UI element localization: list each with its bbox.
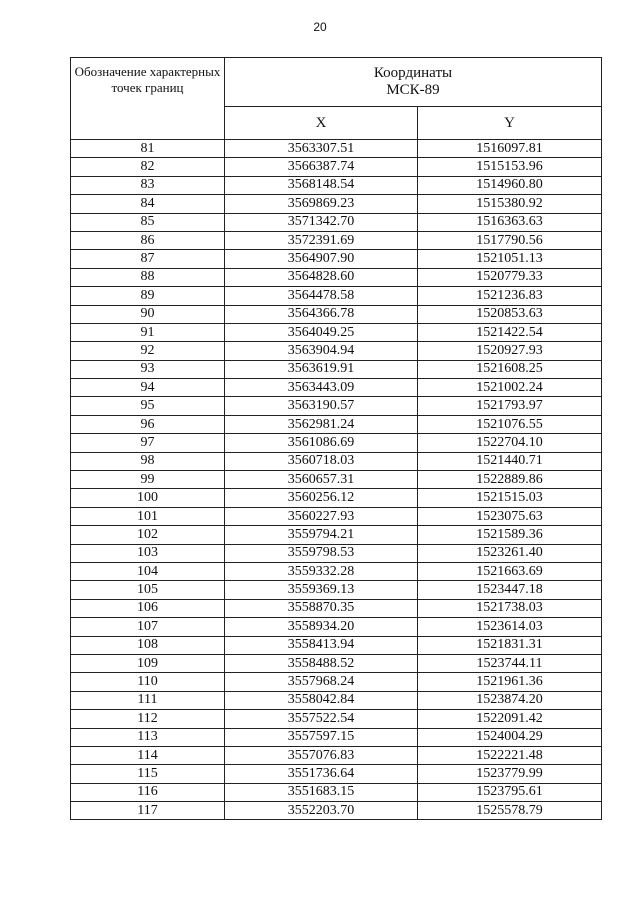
y-coordinate-cell: 1521051.13 bbox=[418, 250, 602, 268]
y-coordinate-cell: 1521831.31 bbox=[418, 636, 602, 654]
y-coordinate-cell: 1521608.25 bbox=[418, 360, 602, 378]
y-coordinate-cell: 1514960.80 bbox=[418, 176, 602, 194]
point-id-cell: 109 bbox=[71, 654, 225, 672]
y-coordinate-cell: 1523744.11 bbox=[418, 654, 602, 672]
table-row bbox=[71, 397, 602, 415]
table-row bbox=[71, 158, 602, 176]
y-coordinate-cell: 1522704.10 bbox=[418, 434, 602, 452]
y-coordinate-cell: 1521793.97 bbox=[418, 397, 602, 415]
x-coordinate-cell: 3560256.12 bbox=[225, 489, 418, 507]
table-row bbox=[71, 599, 602, 617]
point-label-header: Обозначение характерных точек границ bbox=[71, 58, 225, 140]
table-row bbox=[71, 140, 602, 158]
y-coordinate-cell: 1522889.86 bbox=[418, 471, 602, 489]
y-coordinate-cell: 1521961.36 bbox=[418, 673, 602, 691]
coordinates-title: Координаты bbox=[373, 65, 453, 82]
table-row bbox=[71, 342, 602, 360]
y-coordinate-cell: 1521236.83 bbox=[418, 287, 602, 305]
point-id-cell: 96 bbox=[71, 415, 225, 433]
x-coordinate-cell: 3562981.24 bbox=[225, 415, 418, 433]
point-id-cell: 102 bbox=[71, 526, 225, 544]
y-coordinate-cell: 1515153.96 bbox=[418, 158, 602, 176]
point-id-cell: 97 bbox=[71, 434, 225, 452]
point-id-cell: 113 bbox=[71, 728, 225, 746]
x-coordinate-cell: 3563904.94 bbox=[225, 342, 418, 360]
table-row bbox=[71, 379, 602, 397]
point-id-cell: 86 bbox=[71, 231, 225, 249]
y-coordinate-cell: 1520853.63 bbox=[418, 305, 602, 323]
x-header: X bbox=[225, 107, 418, 140]
y-coordinate-cell: 1521589.36 bbox=[418, 526, 602, 544]
table-row bbox=[71, 746, 602, 764]
point-id-cell: 95 bbox=[71, 397, 225, 415]
table-body bbox=[71, 140, 602, 820]
x-coordinate-cell: 3551736.64 bbox=[225, 765, 418, 783]
table-row bbox=[71, 544, 602, 562]
table-row bbox=[71, 471, 602, 489]
y-coordinate-cell: 1523779.99 bbox=[418, 765, 602, 783]
x-coordinate-cell: 3557522.54 bbox=[225, 710, 418, 728]
point-id-cell: 100 bbox=[71, 489, 225, 507]
point-id-cell: 92 bbox=[71, 342, 225, 360]
point-id-cell: 84 bbox=[71, 195, 225, 213]
x-coordinate-cell: 3563619.91 bbox=[225, 360, 418, 378]
table-row bbox=[71, 654, 602, 672]
point-id-cell: 98 bbox=[71, 452, 225, 470]
table-row bbox=[71, 728, 602, 746]
y-coordinate-cell: 1523614.03 bbox=[418, 618, 602, 636]
table-row bbox=[71, 287, 602, 305]
y-coordinate-cell: 1522091.42 bbox=[418, 710, 602, 728]
point-id-cell: 88 bbox=[71, 268, 225, 286]
x-coordinate-cell: 3563443.09 bbox=[225, 379, 418, 397]
table-row bbox=[71, 691, 602, 709]
point-id-cell: 114 bbox=[71, 746, 225, 764]
point-id-cell: 94 bbox=[71, 379, 225, 397]
point-id-cell: 83 bbox=[71, 176, 225, 194]
y-coordinate-cell: 1521002.24 bbox=[418, 379, 602, 397]
point-id-cell: 103 bbox=[71, 544, 225, 562]
table-row bbox=[71, 213, 602, 231]
x-coordinate-cell: 3557076.83 bbox=[225, 746, 418, 764]
x-coordinate-cell: 3560227.93 bbox=[225, 507, 418, 525]
point-id-cell: 110 bbox=[71, 673, 225, 691]
header-row bbox=[71, 58, 602, 107]
x-coordinate-cell: 3558413.94 bbox=[225, 636, 418, 654]
table-row bbox=[71, 434, 602, 452]
point-id-cell: 93 bbox=[71, 360, 225, 378]
y-coordinate-cell: 1521422.54 bbox=[418, 323, 602, 341]
point-id-cell: 111 bbox=[71, 691, 225, 709]
table-row bbox=[71, 268, 602, 286]
point-id-cell: 82 bbox=[71, 158, 225, 176]
page-number: 20 bbox=[313, 20, 327, 34]
table-row bbox=[71, 562, 602, 580]
y-coordinate-cell: 1522221.48 bbox=[418, 746, 602, 764]
x-coordinate-cell: 3564907.90 bbox=[225, 250, 418, 268]
table-row bbox=[71, 452, 602, 470]
coordinates-table bbox=[70, 57, 602, 820]
x-coordinate-cell: 3558870.35 bbox=[225, 599, 418, 617]
table-row bbox=[71, 305, 602, 323]
y-coordinate-cell: 1521738.03 bbox=[418, 599, 602, 617]
y-coordinate-cell: 1521515.03 bbox=[418, 489, 602, 507]
table-row bbox=[71, 250, 602, 268]
x-coordinate-cell: 3558042.84 bbox=[225, 691, 418, 709]
y-coordinate-cell: 1517790.56 bbox=[418, 231, 602, 249]
y-coordinate-cell: 1524004.29 bbox=[418, 728, 602, 746]
x-coordinate-cell: 3571342.70 bbox=[225, 213, 418, 231]
x-coordinate-cell: 3557597.15 bbox=[225, 728, 418, 746]
table-row bbox=[71, 526, 602, 544]
x-coordinate-cell: 3564478.58 bbox=[225, 287, 418, 305]
table-row bbox=[71, 710, 602, 728]
point-id-cell: 105 bbox=[71, 581, 225, 599]
x-coordinate-cell: 3558934.20 bbox=[225, 618, 418, 636]
x-coordinate-cell: 3564828.60 bbox=[225, 268, 418, 286]
table-row bbox=[71, 231, 602, 249]
x-coordinate-cell: 3560718.03 bbox=[225, 452, 418, 470]
x-coordinate-cell: 3559794.21 bbox=[225, 526, 418, 544]
y-coordinate-cell: 1521440.71 bbox=[418, 452, 602, 470]
y-coordinate-cell: 1523795.61 bbox=[418, 783, 602, 801]
point-id-cell: 99 bbox=[71, 471, 225, 489]
x-coordinate-cell: 3559332.28 bbox=[225, 562, 418, 580]
point-id-cell: 85 bbox=[71, 213, 225, 231]
x-coordinate-cell: 3561086.69 bbox=[225, 434, 418, 452]
y-coordinate-cell: 1523261.40 bbox=[418, 544, 602, 562]
point-id-cell: 117 bbox=[71, 802, 225, 820]
x-coordinate-cell: 3564366.78 bbox=[225, 305, 418, 323]
table-row bbox=[71, 176, 602, 194]
y-coordinate-cell: 1521663.69 bbox=[418, 562, 602, 580]
table-row bbox=[71, 673, 602, 691]
y-coordinate-cell: 1521076.55 bbox=[418, 415, 602, 433]
table-row bbox=[71, 415, 602, 433]
point-id-cell: 90 bbox=[71, 305, 225, 323]
table-row bbox=[71, 802, 602, 820]
point-id-cell: 107 bbox=[71, 618, 225, 636]
point-id-cell: 106 bbox=[71, 599, 225, 617]
coordinates-header bbox=[225, 58, 602, 107]
coordinate-system: МСК-89 bbox=[386, 82, 440, 99]
table-row bbox=[71, 636, 602, 654]
x-coordinate-cell: 3572391.69 bbox=[225, 231, 418, 249]
x-coordinate-cell: 3560657.31 bbox=[225, 471, 418, 489]
point-id-cell: 116 bbox=[71, 783, 225, 801]
point-id-cell: 87 bbox=[71, 250, 225, 268]
x-coordinate-cell: 3564049.25 bbox=[225, 323, 418, 341]
x-coordinate-cell: 3559798.53 bbox=[225, 544, 418, 562]
x-coordinate-cell: 3563307.51 bbox=[225, 140, 418, 158]
y-header: Y bbox=[418, 107, 602, 140]
table-row bbox=[71, 195, 602, 213]
point-id-cell: 81 bbox=[71, 140, 225, 158]
table-row bbox=[71, 489, 602, 507]
table-row bbox=[71, 360, 602, 378]
table-row bbox=[71, 581, 602, 599]
y-coordinate-cell: 1516363.63 bbox=[418, 213, 602, 231]
x-coordinate-cell: 3569869.23 bbox=[225, 195, 418, 213]
y-coordinate-cell: 1520927.93 bbox=[418, 342, 602, 360]
y-coordinate-cell: 1516097.81 bbox=[418, 140, 602, 158]
x-coordinate-cell: 3558488.52 bbox=[225, 654, 418, 672]
table-row bbox=[71, 783, 602, 801]
y-coordinate-cell: 1515380.92 bbox=[418, 195, 602, 213]
table-row bbox=[71, 765, 602, 783]
x-coordinate-cell: 3566387.74 bbox=[225, 158, 418, 176]
point-id-cell: 104 bbox=[71, 562, 225, 580]
point-id-cell: 91 bbox=[71, 323, 225, 341]
point-id-cell: 101 bbox=[71, 507, 225, 525]
table-row bbox=[71, 618, 602, 636]
x-coordinate-cell: 3551683.15 bbox=[225, 783, 418, 801]
table-row bbox=[71, 323, 602, 341]
table-row bbox=[71, 507, 602, 525]
point-id-cell: 112 bbox=[71, 710, 225, 728]
x-coordinate-cell: 3568148.54 bbox=[225, 176, 418, 194]
x-coordinate-cell: 3557968.24 bbox=[225, 673, 418, 691]
y-coordinate-cell: 1523075.63 bbox=[418, 507, 602, 525]
y-coordinate-cell: 1520779.33 bbox=[418, 268, 602, 286]
y-coordinate-cell: 1523874.20 bbox=[418, 691, 602, 709]
x-coordinate-cell: 3559369.13 bbox=[225, 581, 418, 599]
point-id-cell: 115 bbox=[71, 765, 225, 783]
x-coordinate-cell: 3552203.70 bbox=[225, 802, 418, 820]
point-id-cell: 89 bbox=[71, 287, 225, 305]
x-coordinate-cell: 3563190.57 bbox=[225, 397, 418, 415]
y-coordinate-cell: 1523447.18 bbox=[418, 581, 602, 599]
point-id-cell: 108 bbox=[71, 636, 225, 654]
y-coordinate-cell: 1525578.79 bbox=[418, 802, 602, 820]
